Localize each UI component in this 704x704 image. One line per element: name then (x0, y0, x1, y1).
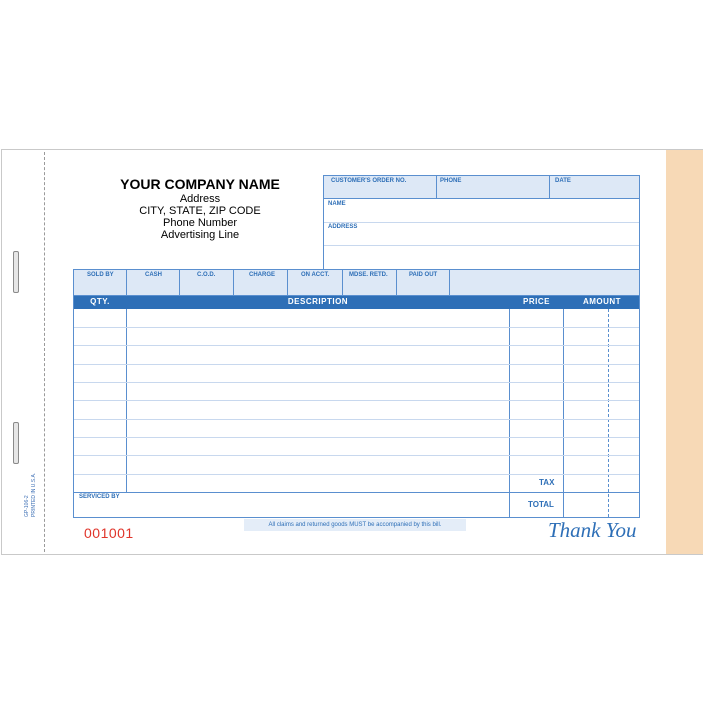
sold-by-label: SOLD BY (87, 272, 114, 278)
on-acct-label: ON ACCT. (301, 272, 330, 278)
serviced-by-label: SERVICED BY (79, 494, 120, 500)
serial-number: 001001 (84, 525, 134, 541)
qty-header: QTY. (90, 297, 110, 306)
cents-divider (608, 309, 609, 517)
company-name: YOUR COMPANY NAME (120, 176, 280, 192)
claims-notice: All claims and returned goods MUST be accompanied by this bill. (244, 519, 466, 531)
table-row-line (74, 364, 639, 365)
thank-you-text: Thank You (548, 518, 637, 542)
divider (549, 175, 550, 199)
charge-label: CHARGE (249, 272, 276, 278)
price-header: PRICE (523, 297, 550, 306)
form-code-text: GP-106-2 (24, 495, 30, 517)
table-row-line (74, 327, 639, 328)
divider (126, 269, 127, 295)
divider (324, 245, 639, 246)
items-table (73, 295, 640, 518)
paid-out-label: PAID OUT (409, 272, 438, 278)
company-address: Address (179, 193, 221, 205)
name-label: NAME (328, 201, 346, 207)
address-label: ADDRESS (328, 224, 358, 230)
printed-text: PRINTED IN U.S.A. (31, 472, 37, 517)
divider (179, 269, 180, 295)
mdse-retd-label: MDSE. RETD. (349, 272, 388, 278)
table-row-line (74, 455, 639, 456)
tax-label: TAX (539, 478, 555, 487)
table-row-line (74, 437, 639, 438)
staple-bottom (13, 422, 19, 464)
divider (342, 269, 343, 295)
phone-label: PHONE (440, 178, 462, 184)
company-city-state-zip: CITY, STATE, ZIP CODE (139, 205, 261, 217)
total-label: TOTAL (528, 500, 554, 509)
table-row-line (74, 419, 639, 420)
table-row-line (74, 382, 639, 383)
divider (396, 269, 397, 295)
divider (323, 198, 640, 199)
staple-top (13, 251, 19, 293)
date-label: DATE (555, 178, 571, 184)
amount-header: AMOUNT (582, 297, 622, 306)
table-row-line (74, 400, 639, 401)
cod-label: C.O.D. (197, 272, 216, 278)
company-block (100, 176, 300, 241)
table-row-line (74, 474, 639, 475)
stub-tab (666, 150, 703, 554)
price-column-divider (509, 309, 510, 517)
table-row-line (74, 345, 639, 346)
perforation-line (44, 152, 45, 552)
divider (233, 269, 234, 295)
divider (436, 175, 437, 199)
cash-label: CASH (145, 272, 163, 278)
company-advertising: Advertising Line (160, 229, 240, 241)
divider (449, 269, 450, 295)
table-bottom-line (73, 492, 640, 493)
divider (324, 222, 639, 223)
divider (287, 269, 288, 295)
description-header: DESCRIPTION (287, 297, 349, 306)
customer-order-no-label: CUSTOMER'S ORDER NO. (331, 178, 407, 184)
amount-column-divider (563, 309, 564, 517)
company-phone: Phone Number (163, 217, 237, 229)
